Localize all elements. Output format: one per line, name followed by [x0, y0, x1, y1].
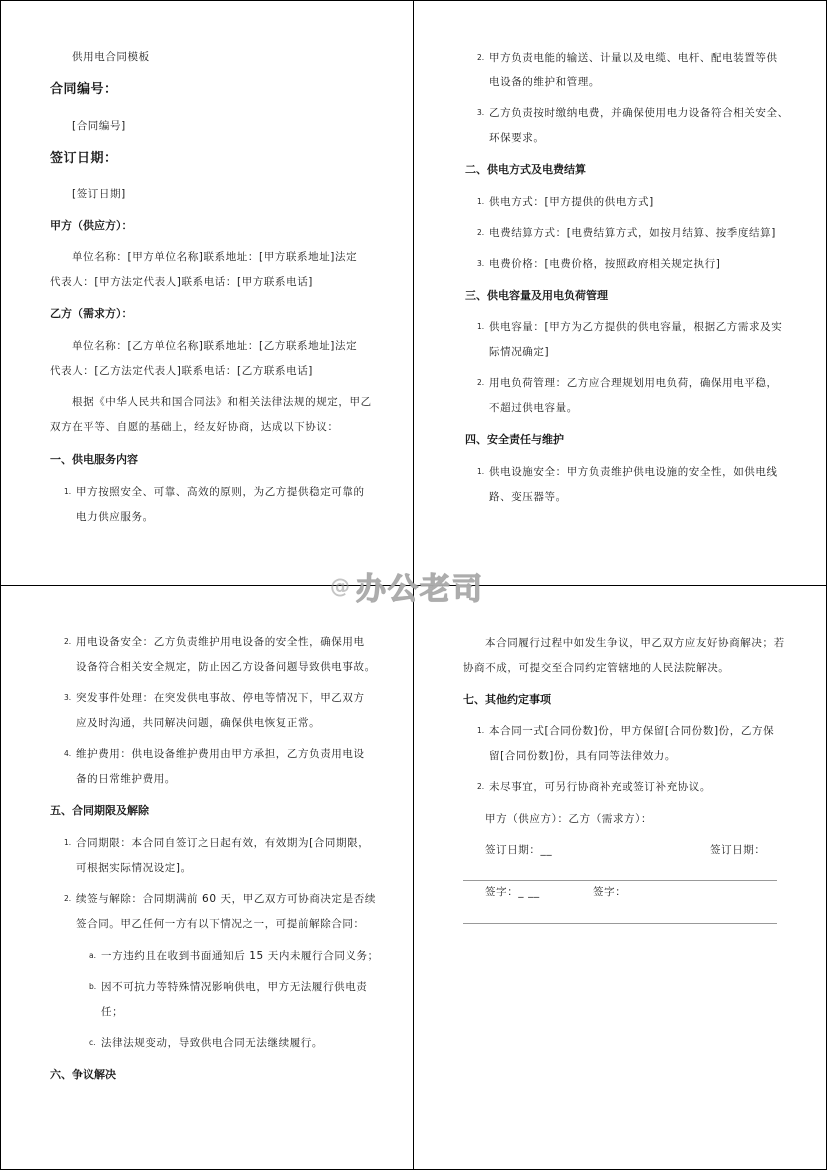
- list-number: 1.: [64, 487, 72, 496]
- sign-date-right: 签订日期：: [710, 844, 766, 856]
- s4-item-4-line-1: 维护费用：供电设备维护费用由甲方承担，乙方负责用电设: [76, 748, 365, 760]
- list-letter: c.: [89, 1038, 96, 1047]
- signature-rule-bottom: [463, 923, 777, 924]
- s5-item-1-line-1: 合同期限：本合同自签订之日起有效，有效期为[合同期限，: [76, 837, 370, 849]
- s3-item-2-line-1: 用电负荷管理：乙方应合理规划用电负荷，确保用电平稳，: [489, 377, 778, 389]
- section-6-heading: 六、争议解决: [50, 1068, 116, 1081]
- list-number: 3.: [64, 693, 72, 702]
- dispute-line-1: 本合同履行过程中如发生争议，甲乙双方应友好协商解决；若: [485, 637, 785, 649]
- list-letter: b.: [89, 982, 97, 991]
- s4-item-1-line-2: 路、变压器等。: [489, 491, 567, 503]
- party-b-line-1: 单位名称：[乙方单位名称]联系地址：[乙方联系地址]法定: [72, 340, 358, 352]
- list-number: 1.: [477, 726, 485, 735]
- section-7-heading: 七、其他约定事项: [463, 693, 551, 706]
- s4-item-3-line-2: 应及时沟通，共同解决问题，确保供电恢复正常。: [76, 717, 321, 729]
- section-3-heading: 三、供电容量及用电负荷管理: [465, 289, 608, 302]
- contract-number-placeholder: [合同编号]: [72, 120, 126, 132]
- s4-item-3-line-1: 突发事件处理：在突发供电事故、停电等情况下，甲乙双方: [76, 692, 365, 704]
- s1-item-3-line-2: 环保要求。: [489, 132, 545, 144]
- sub-item-b-line-1: 因不可抗力等特殊情况影响供电，甲方无法履行供电责: [101, 981, 368, 993]
- list-number: 2.: [477, 782, 485, 791]
- sign-date-left: 签订日期：__: [485, 844, 553, 856]
- list-letter: a.: [89, 951, 96, 960]
- s1-item-1-line-1: 甲方按照安全、可靠、高效的原则，为乙方提供稳定可靠的: [76, 486, 365, 498]
- s1-item-3-line-1: 乙方负责按时缴纳电费，并确保使用电力设备符合相关安全、: [489, 107, 789, 119]
- signature-left: 签字：_ __: [485, 886, 540, 898]
- section-1-heading: 一、供电服务内容: [50, 453, 138, 466]
- list-number: 1.: [477, 467, 485, 476]
- list-number: 3.: [477, 108, 485, 117]
- list-number: 1.: [477, 322, 485, 331]
- sub-item-b-line-2: 任；: [101, 1006, 124, 1018]
- list-number: 2.: [477, 53, 485, 62]
- intro-line-1: 根据《中华人民共和国合同法》和相关法律法规的规定，甲乙: [72, 396, 372, 408]
- party-a-line-1: 单位名称：[甲方单位名称]联系地址：[甲方联系地址]法定: [72, 251, 358, 263]
- sub-item-c: 法律法规变动，导致供电合同无法继续履行。: [101, 1037, 323, 1049]
- s2-item-3: 电费价格：[电费价格，按照政府相关规定执行]: [489, 258, 721, 270]
- intro-line-2: 双方在平等、自愿的基础上，经友好协商，达成以下协议：: [50, 421, 339, 433]
- signature-right: 签字：: [593, 886, 627, 898]
- sign-date-placeholder: [签订日期]: [72, 188, 126, 200]
- s2-item-2: 电费结算方式：[电费结算方式，如按月结算、按季度结算]: [489, 227, 776, 239]
- s4-item-2-line-1: 用电设备安全：乙方负责维护用电设备的安全性，确保用电: [76, 636, 365, 648]
- s5-item-2-line-2: 签合同。甲乙任何一方有以下情况之一，可提前解除合同：: [76, 918, 365, 930]
- s3-item-1-line-1: 供电容量：[甲方为乙方提供的供电容量，根据乙方需求及实: [489, 321, 783, 333]
- section-4-heading: 四、安全责任与维护: [465, 433, 564, 446]
- s1-item-2-line-1: 甲方负责电能的输送、计量以及电缆、电杆、配电装置等供: [489, 52, 778, 64]
- s4-item-2-line-2: 设备符合相关安全规定，防止因乙方设备问题导致供电事故。: [76, 661, 376, 673]
- list-number: 2.: [64, 637, 72, 646]
- s7-item-1-line-2: 留[合同份数]份，具有同等法律效力。: [489, 750, 676, 762]
- party-a-heading: 甲方（供应方）：: [50, 219, 133, 232]
- s7-item-1-line-1: 本合同一式[合同份数]份，甲方保留[合同份数]份，乙方保: [489, 725, 775, 737]
- s1-item-1-line-2: 电力供应服务。: [76, 511, 154, 523]
- s2-item-1: 供电方式：[甲方提供的供电方式]: [489, 196, 654, 208]
- s3-item-1-line-2: 际情况确定]: [489, 346, 550, 358]
- signature-rule-top: [463, 880, 777, 881]
- parties-signature-line: 甲方（供应方）：乙方（需求方）：: [485, 813, 653, 825]
- list-number: 1.: [477, 197, 485, 206]
- contract-number-heading: 合同编号：: [50, 82, 118, 97]
- list-number: 2.: [64, 894, 72, 903]
- sign-date-heading: 签订日期：: [50, 151, 118, 166]
- document-title: 供用电合同模板: [72, 51, 150, 63]
- dispute-line-2: 协商不成，可提交至合同约定管辖地的人民法院解决。: [463, 662, 730, 674]
- s4-item-4-line-2: 备的日常维护费用。: [76, 773, 176, 785]
- section-2-heading: 二、供电方式及电费结算: [465, 163, 586, 176]
- list-number: 1.: [64, 838, 72, 847]
- s1-item-2-line-2: 电设备的维护和管理。: [489, 76, 600, 88]
- watermark: [330, 566, 484, 606]
- watermark-at-symbol: @: [330, 574, 350, 598]
- s3-item-2-line-2: 不超过供电容量。: [489, 402, 578, 414]
- list-number: 4.: [64, 749, 72, 758]
- s7-item-2: 未尽事宜，可另行协商补充或签订补充协议。: [489, 781, 711, 793]
- watermark-text: 办公老司: [356, 572, 484, 607]
- s5-item-2-line-1: 续签与解除：合同期满前 60 天，甲乙双方可协商决定是否续: [76, 893, 376, 905]
- party-a-line-2: 代表人：[甲方法定代表人]联系电话：[甲方联系电话]: [50, 276, 313, 288]
- s5-item-1-line-2: 可根据实际情况设定]。: [76, 862, 192, 874]
- party-b-line-2: 代表人：[乙方法定代表人]联系电话：[乙方联系电话]: [50, 365, 313, 377]
- section-5-heading: 五、合同期限及解除: [50, 804, 149, 817]
- party-b-heading: 乙方（需求方）：: [50, 307, 133, 320]
- list-number: 3.: [477, 259, 485, 268]
- sub-item-a: 一方违约且在收到书面通知后 15 天内未履行合同义务；: [101, 950, 379, 962]
- list-number: 2.: [477, 228, 485, 237]
- list-number: 2.: [477, 378, 485, 387]
- s4-item-1-line-1: 供电设施安全：甲方负责维护供电设施的安全性，如供电线: [489, 466, 778, 478]
